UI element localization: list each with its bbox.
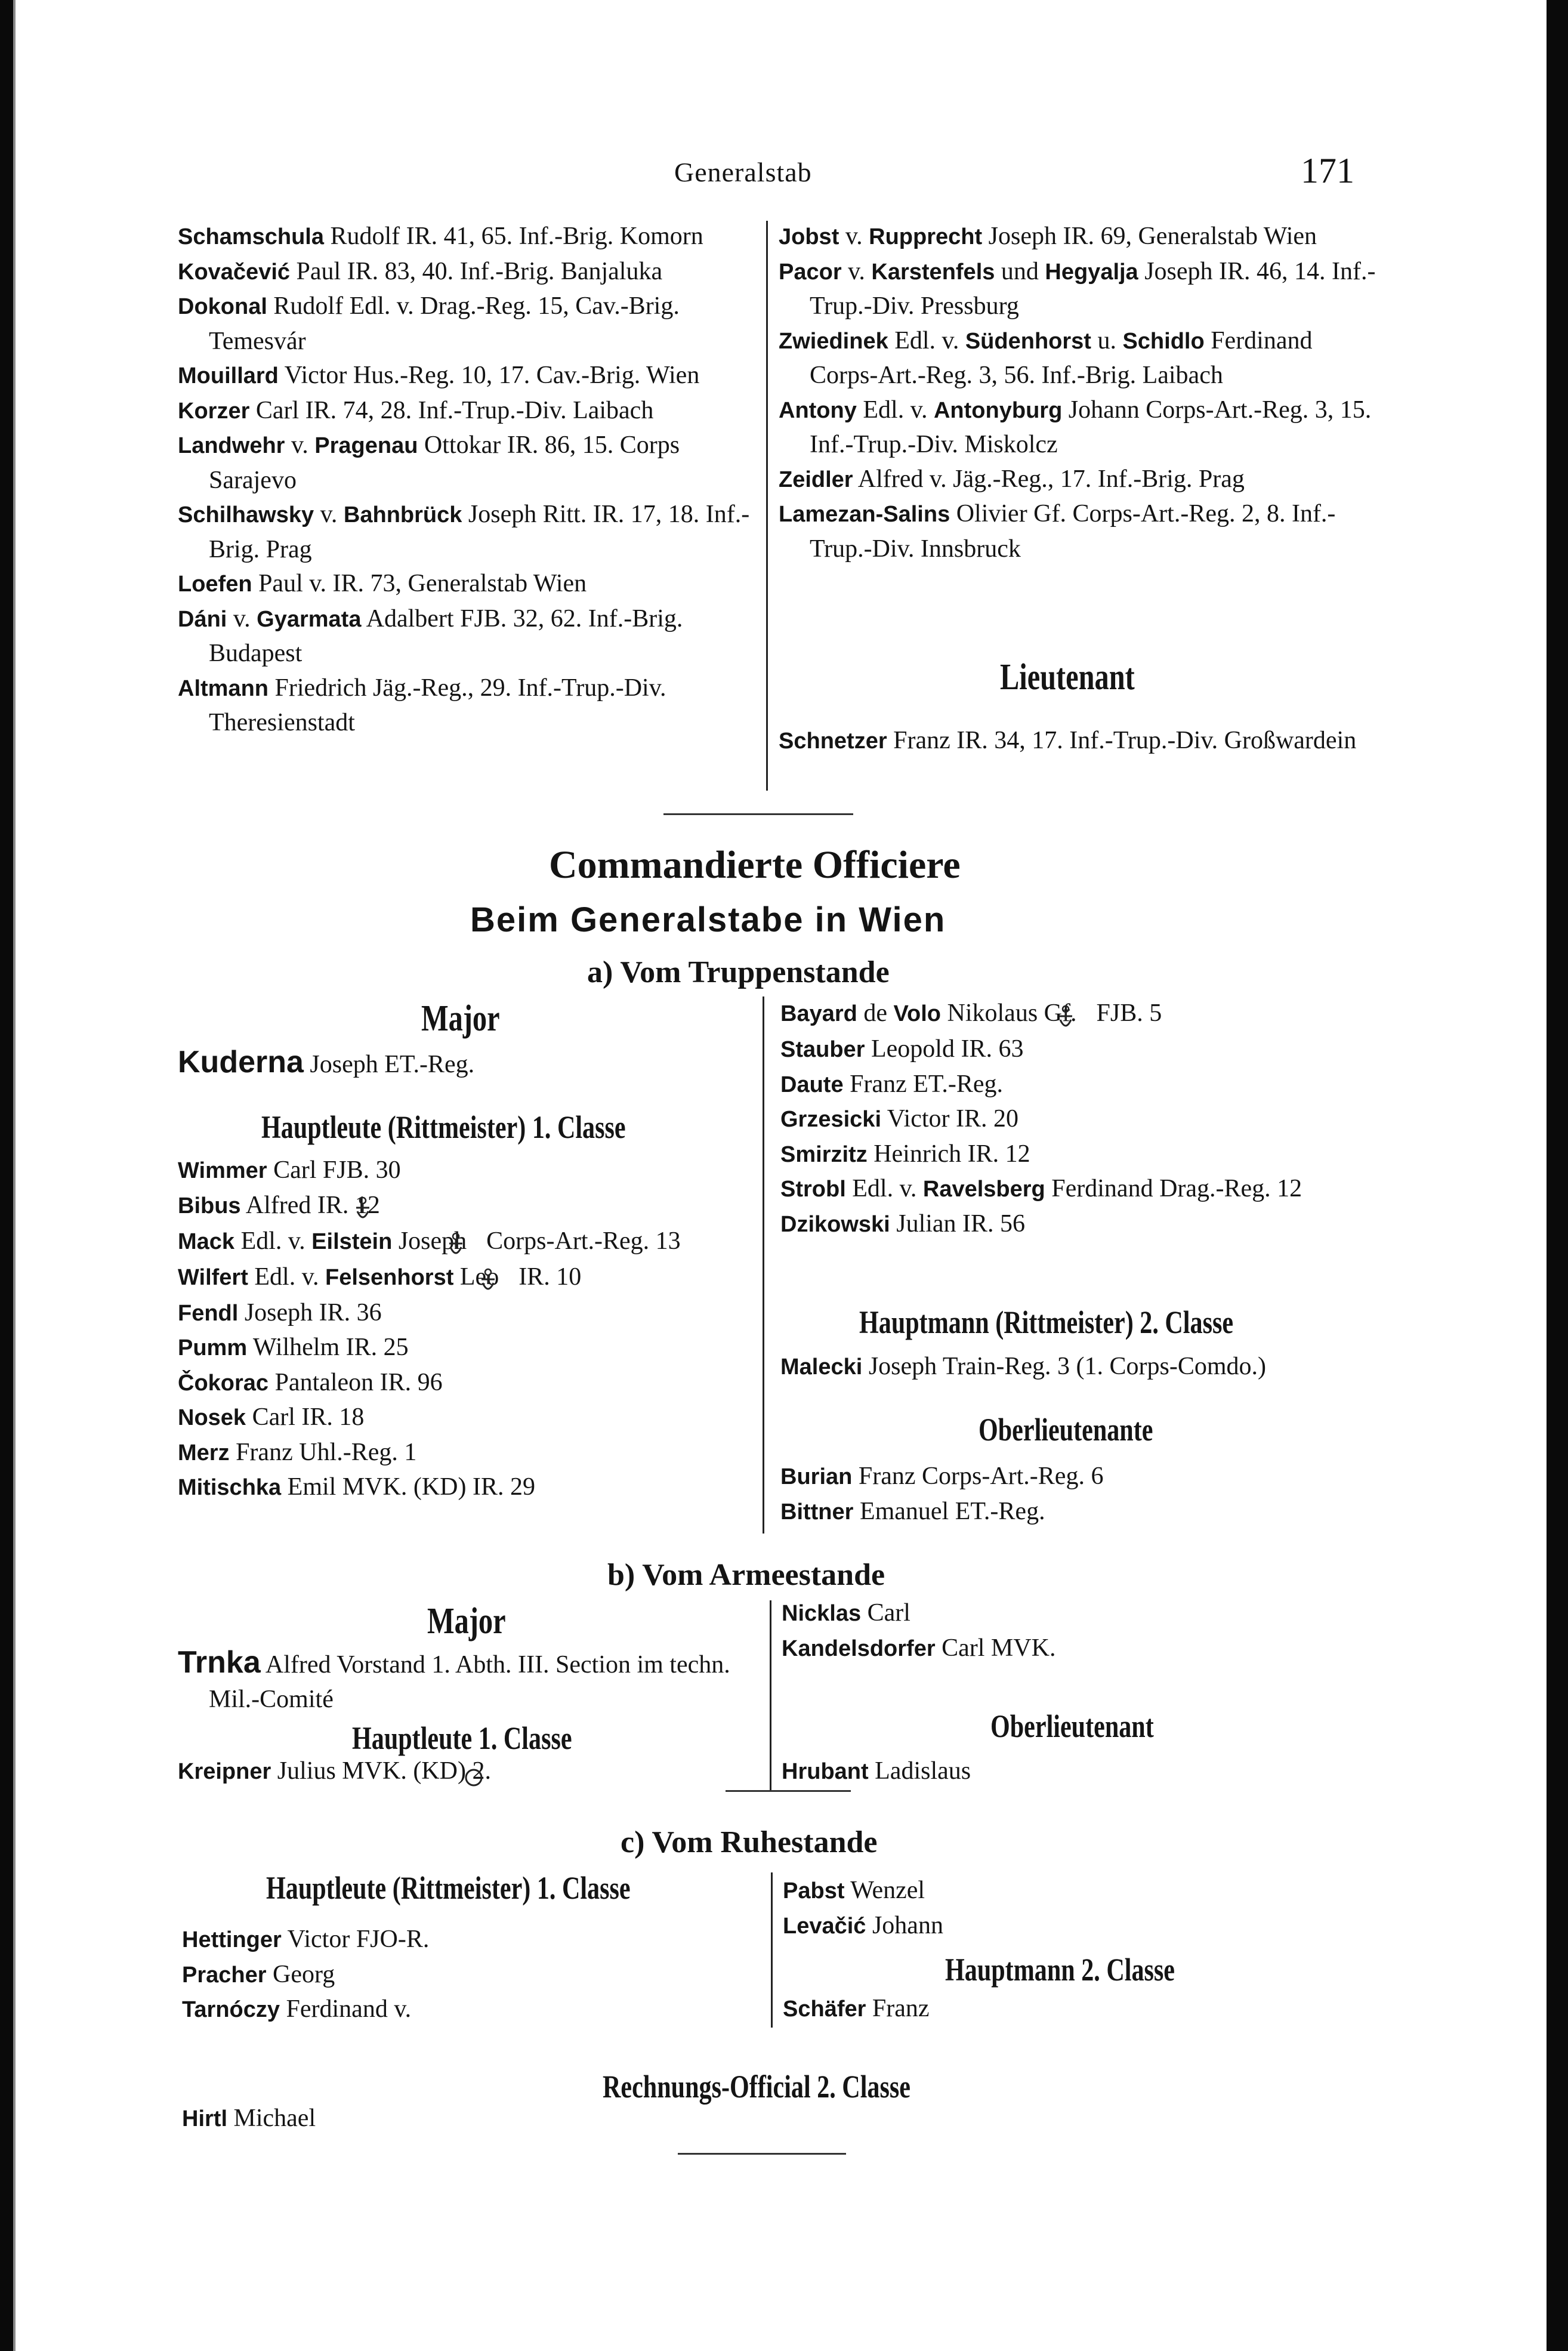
section-subtitle: Beim Generalstabe in Wien — [470, 900, 946, 939]
person-name: Strobl — [780, 1177, 846, 1202]
entry-details: Joseph — [392, 1227, 473, 1255]
list-item — [780, 1102, 1383, 1137]
part-c-hauptmann2-entry — [783, 1992, 1385, 2027]
part-b-oberlieutenant-entry — [782, 1754, 1384, 1790]
entry-details: Joseph IR. 36 — [238, 1298, 382, 1326]
list-item — [182, 1923, 755, 1958]
list-item — [178, 1224, 751, 1260]
entry-details: Alfred Vorstand 1. Abth. III. Section im techn. Mil.-Comité — [209, 1651, 730, 1713]
person-name: Kreipner — [178, 1759, 271, 1784]
entry-details: Victor Hus.-Reg. 10, 17. Cav.-Brig. Wien — [278, 362, 700, 389]
person-name: Nosek — [178, 1405, 246, 1431]
list-item — [178, 359, 754, 394]
entry-details: v. — [227, 604, 257, 633]
part-a-hauptmann2-entry — [780, 1350, 1383, 1385]
person-name: Pabst — [783, 1878, 845, 1903]
list-item — [780, 1207, 1383, 1242]
person-name: Landwehr — [178, 433, 285, 458]
list-item — [779, 462, 1381, 498]
entry-details: Edl. v. — [856, 396, 934, 424]
list-item — [779, 393, 1381, 462]
person-name: Merz — [178, 1440, 230, 1465]
list-item — [178, 1153, 751, 1189]
entry-details: Franz Corps-Art.-Reg. 6 — [852, 1463, 1104, 1490]
person-name: Eilstein — [311, 1229, 393, 1254]
person-name: Daute — [780, 1072, 844, 1097]
entry-details: Michael — [227, 2105, 316, 2132]
list-item — [178, 567, 754, 602]
list-item — [178, 1260, 751, 1296]
running-head: Generalstab — [674, 157, 812, 187]
entry-details: Rudolf IR. 41, 65. Inf.-Brig. Komorn — [324, 223, 703, 250]
person-name: Dzikowski — [780, 1211, 890, 1237]
list-item — [178, 1366, 751, 1401]
entry-details: Ottokar IR. 86, 15. Corps Sarajevo — [209, 431, 680, 494]
person-name: Antonyburg — [933, 397, 1063, 423]
person-name: Bibus — [178, 1193, 241, 1218]
entry-details: Rudolf Edl. v. Drag.-Reg. 15, Cav.-Brig. Temesvár — [209, 292, 680, 355]
part-b-hauptleute-heading: Hauptleute 1. Classe — [352, 1720, 572, 1756]
list-item — [178, 394, 754, 429]
person-name: Schnetzer — [779, 729, 887, 754]
part-c-official-heading: Rechnungs-Official 2. Classe — [603, 2069, 910, 2105]
divider-rule-2 — [726, 1790, 851, 1792]
list-item — [178, 671, 754, 741]
person-name: Schamschula — [178, 224, 324, 249]
list-item — [178, 220, 754, 255]
person-name: Kandelsdorfer — [782, 1636, 936, 1661]
list-item — [780, 996, 1383, 1032]
entry-details: Ferdinand v. — [280, 1995, 412, 2023]
section-title: Commandierte Officiere — [549, 843, 961, 887]
entry-details: Joseph Ritt. IR. 17, 18. Inf.-Brig. Prag — [209, 501, 750, 563]
person-name: Kovačević — [178, 259, 291, 285]
person-name: Hegyalja — [1045, 259, 1138, 285]
part-c-hauptleute-heading: Hauptleute (Rittmeister) 1. Classe — [266, 1870, 631, 1906]
entry-details: Edl. v. — [234, 1227, 312, 1255]
top-right-column — [779, 220, 1381, 566]
entry-details: Joseph IR. 69, Generalstab Wien — [982, 223, 1317, 250]
person-name: Pragenau — [314, 433, 418, 458]
entry-details: Victor FJO-R. — [281, 1926, 430, 1953]
list-item — [780, 1032, 1383, 1067]
person-name: Rupprecht — [869, 224, 983, 249]
entry-details: v. — [285, 431, 315, 459]
list-item — [780, 1350, 1383, 1385]
list-item — [779, 724, 1381, 759]
entry-details: Julius MVK. (KD) — [271, 1757, 473, 1785]
divider-rule-3 — [678, 2153, 846, 2155]
entry-details: Emil MVK. (KD) IR. 29 — [281, 1473, 535, 1501]
person-name: Jobst — [779, 224, 839, 249]
entry-details: Friedrich Jäg.-Reg., 29. Inf.-Trup.-Div. Theresienstadt — [209, 674, 666, 736]
list-item — [783, 1874, 1385, 1909]
person-name: Hirtl — [182, 2106, 227, 2131]
person-name: Volo — [893, 1001, 942, 1026]
top-column-divider — [766, 221, 768, 791]
list-item — [178, 1400, 751, 1436]
person-name: Pumm — [178, 1335, 248, 1361]
list-item — [178, 602, 754, 671]
person-name: Hettinger — [182, 1927, 282, 1952]
entry-details: Corps-Art.-Reg. 13 — [480, 1227, 681, 1255]
person-name: Wimmer — [178, 1158, 267, 1183]
part-a-right-list — [780, 996, 1383, 1242]
entry-details: IR. 12 — [317, 1191, 380, 1219]
entry-details: 2. — [472, 1757, 491, 1785]
top-left-column — [178, 220, 754, 741]
person-name: Gyarmata — [257, 606, 362, 632]
person-name: Bittner — [780, 1499, 854, 1525]
entry-details: Julian IR. 56 — [890, 1210, 1026, 1238]
list-item — [782, 1631, 1384, 1667]
entry-details: v. — [839, 223, 869, 250]
entry-details: Wilhelm IR. 25 — [247, 1334, 409, 1362]
entry-details: Ladislaus — [868, 1757, 971, 1785]
person-name: Malecki — [780, 1355, 863, 1380]
entry-details: Emanuel ET.-Reg. — [853, 1497, 1045, 1525]
person-name: Mitischka — [178, 1475, 282, 1501]
entry-details: Leo — [453, 1263, 505, 1291]
entry-details: u. — [1091, 326, 1123, 354]
entry-details: Wenzel — [844, 1877, 925, 1904]
list-item — [780, 1067, 1383, 1103]
person-name: Mack — [178, 1229, 235, 1254]
entry-details: Alfred v. Jäg.-Reg., 17. Inf.-Brig. Prag — [853, 465, 1245, 493]
list-item — [182, 1992, 755, 2028]
list-item — [779, 497, 1381, 566]
part-a-hauptleute-heading: Hauptleute (Rittmeister) 1. Classe — [261, 1109, 626, 1145]
entry-details: Joseph ET.-Reg. — [303, 1051, 475, 1078]
part-a-column-divider — [763, 996, 764, 1534]
entry-details: Carl — [861, 1599, 910, 1627]
entry-details: Carl MVK. — [935, 1634, 1056, 1662]
list-item — [178, 1331, 751, 1366]
list-item — [178, 1754, 751, 1790]
lieutenant-entry — [779, 724, 1381, 759]
person-name: Korzer — [178, 398, 250, 424]
entry-details: Victor IR. 20 — [881, 1105, 1019, 1133]
person-name: Stauber — [780, 1037, 865, 1063]
person-name: Lamezan-Salins — [779, 502, 950, 527]
entry-details: Joseph Train-Reg. 3 (1. Corps-Comdo.) — [862, 1353, 1266, 1380]
part-c-official-entry — [182, 2102, 719, 2137]
list-item — [780, 1460, 1383, 1495]
part-a-oberlieutenante-list — [780, 1460, 1383, 1529]
part-c-left-list — [182, 1923, 755, 2028]
entry-details: Franz IR. 34, 17. Inf.-Trup.-Div. Großwardein — [887, 727, 1357, 754]
part-a-oberlieutenante-heading: Oberlieutenante — [979, 1412, 1153, 1448]
entry-details: Ferdinand Corps-Art.-Reg. 3, 56. Inf.-Brig. Laibach — [810, 326, 1313, 389]
entry-details: Franz Uhl.-Reg. 1 — [229, 1438, 417, 1466]
gutter-line — [13, 0, 16, 2351]
person-name: Schäfer — [783, 1997, 866, 2022]
person-name: Felsenhorst — [325, 1264, 454, 1290]
list-item — [782, 1754, 1384, 1790]
entry-details: Paul IR. 83, 40. Inf.-Brig. Banjaluka — [290, 257, 663, 285]
entry-details: de — [857, 999, 894, 1027]
list-item — [780, 1495, 1383, 1530]
entry-details: Carl IR. 74, 28. Inf.-Trup.-Div. Laibach — [249, 396, 654, 424]
entry-details: v. — [841, 257, 872, 285]
entry-details: FJB. 5 — [1090, 999, 1162, 1027]
entry-details: Edl. v. — [888, 326, 965, 354]
scan-edge-left — [0, 0, 13, 2351]
entry-details: und — [995, 257, 1045, 285]
list-item — [178, 498, 754, 567]
part-c-heading: c) Vom Ruhestande — [621, 1825, 878, 1859]
lieutenant-heading: Lieutenant — [1000, 657, 1135, 698]
person-name: Levačić — [783, 1913, 866, 1939]
scan-edge-right — [1547, 0, 1568, 2351]
list-item — [782, 1596, 1384, 1631]
person-name: Ravelsberg — [922, 1177, 1045, 1202]
list-item — [178, 1436, 751, 1471]
entry-details: Carl FJB. 30 — [267, 1156, 401, 1184]
person-name: Nicklas — [782, 1601, 862, 1626]
entry-details: Alfred — [240, 1191, 317, 1219]
person-name: Schidlo — [1122, 328, 1205, 354]
person-name: Mouillard — [178, 363, 279, 388]
person-name: Schilhawsky — [178, 502, 314, 527]
person-name: Pracher — [182, 1962, 267, 1988]
list-item — [779, 324, 1381, 393]
entry-details: Ferdinand Drag.-Reg. 12 — [1045, 1175, 1302, 1203]
entry-details: Joseph IR. 46, 14. Inf.-Trup.-Div. Pressburg — [810, 257, 1376, 320]
part-a-hauptleute-list — [178, 1153, 751, 1505]
part-a-major-heading: Major — [421, 998, 500, 1039]
part-b-major-heading: Major — [427, 1601, 506, 1642]
person-name: Smirzitz — [780, 1141, 868, 1167]
part-b-right-list — [782, 1596, 1384, 1666]
entry-details: Johann — [866, 1911, 943, 1939]
list-item — [178, 1045, 745, 1082]
person-name: Bahnbrück — [343, 502, 462, 527]
list-item — [178, 1296, 751, 1331]
part-a-hauptmann2-heading: Hauptmann (Rittmeister) 2. Classe — [859, 1304, 1234, 1340]
entry-details: Heinrich IR. 12 — [867, 1140, 1030, 1168]
part-b-major-entry — [178, 1646, 760, 1717]
entry-details: Olivier Gf. Corps-Art.-Reg. 2, 8. Inf.-Trup.-Div. Innsbruck — [810, 500, 1336, 563]
part-a-major-entry — [178, 1045, 745, 1082]
part-b-heading: b) Vom Armeestande — [607, 1558, 885, 1592]
entry-details: v. — [314, 501, 344, 528]
entry-details: Nikolaus Gf. — [941, 999, 1083, 1027]
entry-details: Paul v. IR. 73, Generalstab Wien — [252, 570, 587, 597]
person-name: Südenhorst — [965, 328, 1091, 354]
part-c-hauptmann2-heading: Hauptmann 2. Classe — [945, 1952, 1175, 1988]
person-name: Altmann — [178, 675, 268, 701]
person-name: Dáni — [178, 606, 227, 632]
entry-details: Edl. v. — [248, 1263, 325, 1291]
person-name: Trnka — [178, 1645, 261, 1680]
list-item — [182, 2102, 719, 2137]
entry-details: Adalbert FJB. 32, 62. Inf.-Brig. Budapest — [209, 604, 683, 667]
person-name: Burian — [780, 1464, 853, 1489]
list-item — [780, 1137, 1383, 1173]
list-item — [779, 255, 1381, 324]
page-number: 171 — [1301, 151, 1354, 190]
entry-details: Pantaleon IR. 96 — [268, 1368, 443, 1396]
list-item — [178, 1646, 760, 1717]
part-c-right-list — [783, 1874, 1385, 1943]
person-name: Loefen — [178, 572, 252, 597]
divider-rule-1 — [663, 813, 853, 815]
entry-details: Leopold IR. 63 — [865, 1035, 1024, 1063]
person-name: Grzesicki — [780, 1107, 881, 1133]
part-b-column-divider — [770, 1600, 771, 1790]
person-name: Zeidler — [779, 467, 853, 492]
entry-details: Edl. v. — [845, 1175, 923, 1203]
entry-details: Georg — [266, 1960, 335, 1988]
list-item — [178, 1470, 751, 1505]
list-item — [178, 289, 754, 359]
person-name: Čokorac — [178, 1370, 269, 1396]
person-name: Fendl — [178, 1300, 239, 1326]
person-name: Antony — [779, 397, 857, 423]
list-item — [178, 255, 754, 290]
part-c-column-divider — [771, 1872, 773, 2028]
entry-details: Carl IR. 18 — [246, 1403, 365, 1431]
entry-details: Franz — [866, 1995, 930, 2022]
list-item — [178, 1189, 751, 1224]
person-name: Kuderna — [178, 1045, 304, 1079]
person-name: Tarnóczy — [182, 1997, 280, 2022]
list-item — [779, 220, 1381, 255]
part-a-heading: a) Vom Truppenstande — [587, 955, 890, 989]
list-item — [780, 1172, 1383, 1207]
list-item — [783, 1992, 1385, 2027]
entry-details: Franz ET.-Reg. — [843, 1070, 1004, 1098]
person-name: Hrubant — [782, 1759, 869, 1784]
person-name: Zwiedinek — [779, 328, 888, 354]
person-name: Pacor — [779, 259, 842, 285]
part-b-hauptleute-entry — [178, 1754, 751, 1790]
entry-details: Johann Corps-Art.-Reg. 3, 15. Inf.-Trup.-Div. Miskolcz — [810, 396, 1372, 458]
person-name: Wilfert — [178, 1264, 248, 1290]
person-name: Bayard — [780, 1001, 857, 1026]
list-item — [783, 1909, 1385, 1944]
list-item — [182, 1958, 755, 1993]
list-item — [178, 428, 754, 498]
person-name: Dokonal — [178, 294, 267, 319]
person-name: Karstenfels — [871, 259, 995, 285]
entry-details: IR. 10 — [512, 1263, 582, 1291]
part-b-oberlieutenant-heading: Oberlieutenant — [990, 1708, 1154, 1744]
